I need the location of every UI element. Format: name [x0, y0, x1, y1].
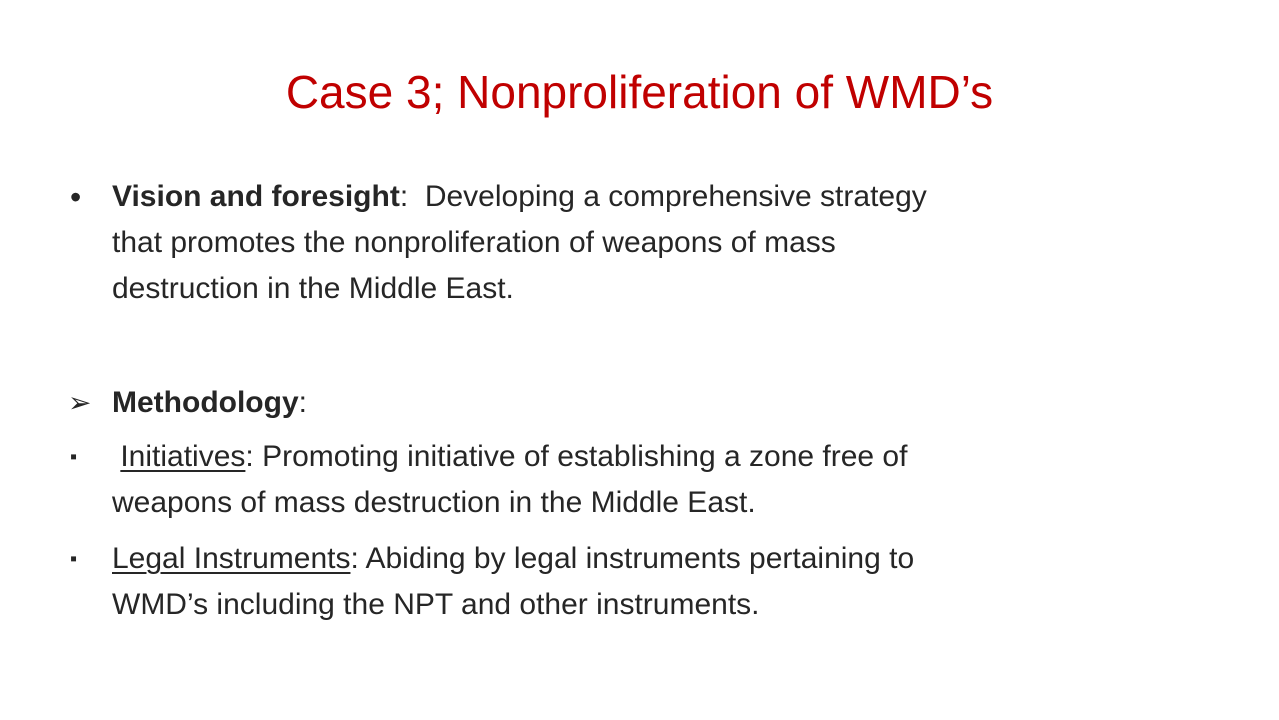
bullet-legal [70, 536, 1192, 628]
bullet-initiatives-separator: : [245, 440, 263, 473]
bullet-vision-text-2: that promotes the nonproliferation of weapons of mass [112, 226, 836, 259]
bullet-initiatives-heading: Initiatives [120, 440, 246, 473]
bullet-methodology-heading: Methodology [112, 386, 299, 419]
bullet-legal-text-2: WMD’s including the NPT and other instruments. [112, 588, 760, 621]
arrowhead-bullet-icon: ➢ [68, 387, 92, 418]
bullet-vision-heading: Vision and foresight [112, 180, 400, 213]
square-bullet-icon: ▪ [70, 446, 78, 468]
bullet-dot-icon: • [70, 179, 82, 215]
bullet-initiatives [70, 434, 1192, 526]
bullet-initiatives-text-1: Promoting initiative of establishing a zone free of [262, 440, 908, 473]
bullet-vision-separator: : [399, 180, 425, 213]
bullet-vision [70, 174, 1192, 312]
bullet-methodology-line [112, 380, 1192, 426]
square-bullet-icon: ▪ [70, 548, 78, 570]
bullet-methodology [68, 380, 1192, 426]
bullet-vision-text-1: Developing a comprehensive strategy [424, 180, 927, 213]
bullet-methodology-separator: : [298, 386, 307, 419]
bullet-vision-line-1 [112, 174, 1192, 220]
bullet-legal-heading: Legal Instruments [112, 542, 351, 575]
bullet-legal-line-1 [112, 536, 1192, 582]
bullet-initiatives-line-1 [112, 434, 1192, 480]
slide-title: Case 3; Nonproliferation of WMD’s [285, 66, 994, 118]
bullet-initiatives-text-2: weapons of mass destruction in the Middle East. [112, 486, 756, 519]
bullet-vision-text-3: destruction in the Middle East. [112, 272, 514, 305]
bullet-legal-separator: : [350, 542, 366, 575]
bullet-legal-text-1: Abiding by legal instruments pertaining to [365, 542, 915, 575]
